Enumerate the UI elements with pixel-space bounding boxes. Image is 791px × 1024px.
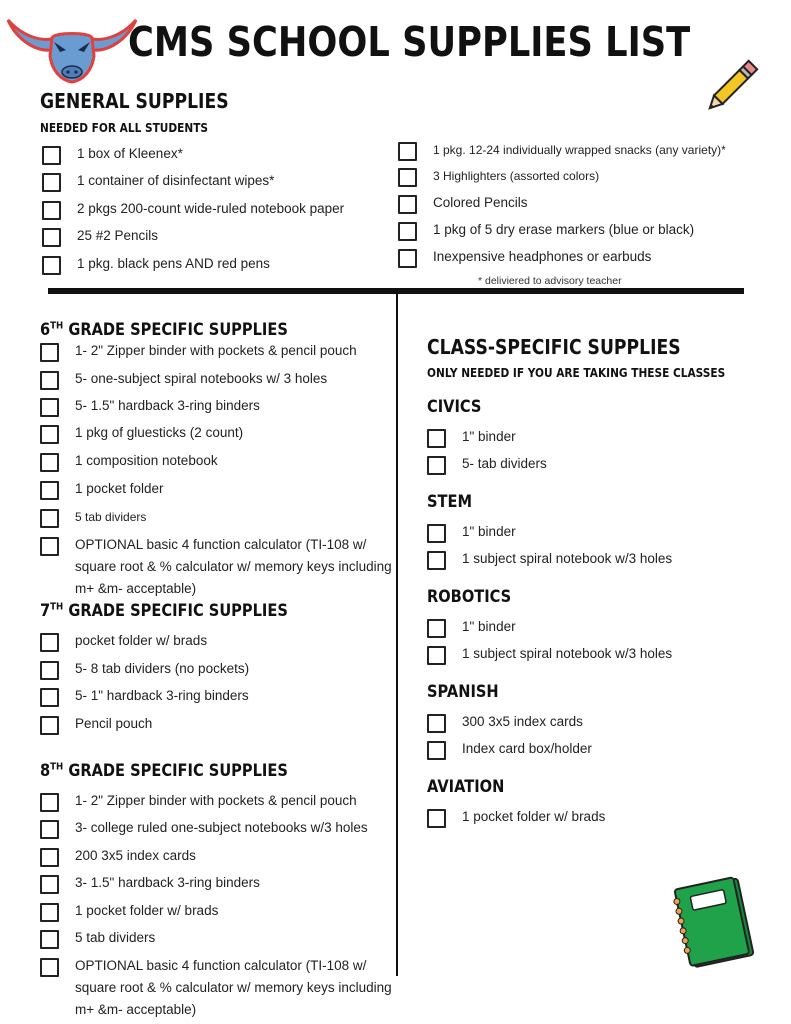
item-label: 1 composition notebook [75, 453, 218, 468]
list-item[interactable] [40, 453, 218, 472]
list-item[interactable] [42, 201, 344, 220]
grade8-heading [40, 761, 288, 781]
checkbox[interactable] [40, 848, 59, 867]
item-label: 200 3x5 index cards [75, 848, 196, 863]
item-label: OPTIONAL basic 4 function calculator (TI-108 w/ square root & % calculator w/ memory keys including m+ &m- acceptable) [75, 537, 392, 596]
item-label: pocket folder w/ brads [75, 633, 208, 648]
list-item[interactable] [40, 930, 155, 949]
checkbox[interactable] [42, 256, 61, 275]
item-label: 1 pocket folder w/ brads [462, 809, 606, 824]
list-item[interactable] [427, 551, 672, 570]
list-item[interactable] [40, 371, 327, 390]
general-supplies-subheading: NEEDED FOR ALL STUDENTS [40, 121, 209, 135]
list-item[interactable] [40, 343, 357, 362]
checkbox[interactable] [40, 509, 59, 528]
checkbox[interactable] [40, 537, 59, 556]
list-item[interactable] [40, 716, 152, 735]
list-item[interactable] [40, 958, 395, 1021]
item-label: 1 pkg of gluesticks (2 count) [75, 425, 244, 440]
aviation-heading: AVIATION [427, 777, 505, 797]
grade7-heading [40, 601, 288, 621]
class-specific-subheading: ONLY NEEDED IF YOU ARE TAKING THESE CLASSES [427, 366, 726, 380]
checkbox[interactable] [427, 551, 446, 570]
list-item[interactable] [427, 524, 516, 543]
checkbox[interactable] [40, 481, 59, 500]
list-item[interactable] [40, 820, 368, 839]
checkbox[interactable] [40, 661, 59, 680]
checkbox[interactable] [40, 343, 59, 362]
list-item[interactable] [40, 903, 218, 922]
grade7-heading-text: GRADE SPECIFIC SUPPLIES [68, 601, 288, 621]
checkbox[interactable] [427, 809, 446, 828]
grade8-suffix: TH [50, 761, 64, 773]
list-item[interactable] [40, 537, 395, 600]
checkbox[interactable] [427, 646, 446, 665]
list-item[interactable] [42, 146, 183, 165]
checkbox[interactable] [398, 249, 417, 268]
item-label: 1 pocket folder w/ brads [75, 903, 219, 918]
checkbox[interactable] [427, 429, 446, 448]
list-item[interactable] [40, 875, 260, 894]
checkbox[interactable] [40, 820, 59, 839]
item-label: 2 pkgs 200-count wide-ruled notebook paper [77, 201, 345, 216]
class-specific-heading: CLASS-SPECIFIC SUPPLIES [427, 335, 681, 359]
checkbox[interactable] [40, 688, 59, 707]
list-item[interactable] [40, 425, 243, 444]
list-item[interactable] [427, 456, 547, 475]
item-label: 1 subject spiral notebook w/3 holes [462, 646, 673, 661]
list-item[interactable] [398, 142, 726, 161]
item-label: 3- college ruled one-subject notebooks w/3 holes [75, 820, 368, 835]
grade6-heading-text: GRADE SPECIFIC SUPPLIES [68, 320, 288, 340]
checkbox[interactable] [427, 741, 446, 760]
section-divider-vertical [396, 294, 398, 976]
checkbox[interactable] [40, 793, 59, 812]
item-label: Index card box/holder [462, 741, 592, 756]
item-label: 5- 1.5" hardback 3-ring binders [75, 398, 260, 413]
list-item[interactable] [40, 509, 146, 528]
item-label: OPTIONAL basic 4 function calculator (TI-108 w/ square root & % calculator w/ memory keys including m+ &m- acceptable) [75, 958, 392, 1017]
stem-heading: STEM [427, 492, 473, 512]
list-item[interactable] [398, 195, 528, 214]
item-label: 1" binder [462, 619, 516, 634]
checkbox[interactable] [427, 456, 446, 475]
page-title: CMS SCHOOL SUPPLIES LIST [128, 18, 691, 66]
checkbox[interactable] [40, 716, 59, 735]
item-label: 1 pkg. 12-24 individually wrapped snacks (any variety)* [433, 143, 726, 157]
grade6-number: 6 [40, 320, 51, 340]
delivery-note: * deliviered to advisory teacher [478, 275, 622, 287]
grade6-heading [40, 320, 288, 340]
item-label: 5- tab dividers [462, 456, 547, 471]
notebook-icon [672, 874, 758, 970]
list-item[interactable] [427, 741, 592, 760]
item-label: Pencil pouch [75, 716, 153, 731]
grade7-suffix: TH [50, 601, 64, 613]
list-item[interactable] [40, 848, 196, 867]
general-supplies-heading: GENERAL SUPPLIES [40, 89, 229, 113]
checkbox[interactable] [40, 425, 59, 444]
item-label: 5- 1" hardback 3-ring binders [75, 688, 249, 703]
list-item[interactable] [40, 688, 249, 707]
checkbox[interactable] [40, 930, 59, 949]
item-label: Colored Pencils [433, 195, 528, 210]
item-label: Inexpensive headphones or earbuds [433, 249, 652, 264]
checkbox[interactable] [42, 201, 61, 220]
checkbox[interactable] [427, 524, 446, 543]
item-label: 5- one-subject spiral notebooks w/ 3 holes [75, 371, 328, 386]
list-item[interactable] [427, 646, 672, 665]
item-label: 1 pkg. black pens AND red pens [77, 256, 270, 271]
checkbox[interactable] [42, 146, 61, 165]
item-label: 5 tab dividers [75, 930, 156, 945]
item-label: 1 pocket folder [75, 481, 164, 496]
item-label: 25 #2 Pencils [77, 228, 159, 243]
item-label: 1" binder [462, 524, 516, 539]
list-item[interactable] [398, 249, 651, 268]
list-item[interactable] [398, 168, 599, 187]
robotics-heading: ROBOTICS [427, 587, 512, 607]
checkbox[interactable] [398, 168, 417, 187]
pencil-icon [698, 54, 764, 120]
item-label: 1 pkg of 5 dry erase markers (blue or black) [433, 222, 695, 237]
item-label: 300 3x5 index cards [462, 714, 583, 729]
item-label: 1- 2" Zipper binder with pockets & pencil pouch [75, 793, 357, 808]
checkbox[interactable] [40, 398, 59, 417]
list-item[interactable] [40, 661, 249, 680]
longhorn-logo-icon [4, 12, 140, 84]
checkbox[interactable] [40, 958, 59, 977]
list-item[interactable] [427, 714, 583, 733]
checkbox[interactable] [398, 195, 417, 214]
checkbox[interactable] [40, 453, 59, 472]
item-label: 1 container of disinfectant wipes* [77, 173, 275, 188]
list-item[interactable] [40, 793, 357, 812]
checkbox[interactable] [427, 619, 446, 638]
checkbox[interactable] [40, 371, 59, 390]
list-item[interactable] [40, 398, 260, 417]
item-label: 3- 1.5" hardback 3-ring binders [75, 875, 260, 890]
list-item[interactable] [40, 481, 164, 500]
list-item[interactable] [398, 222, 694, 241]
list-item[interactable] [427, 619, 516, 638]
list-item[interactable] [42, 228, 158, 247]
list-item[interactable] [42, 173, 274, 192]
item-label: 1" binder [462, 429, 516, 444]
checkbox[interactable] [42, 228, 61, 247]
item-label: 3 Highlighters (assorted colors) [433, 169, 600, 183]
grade6-suffix: TH [50, 320, 64, 332]
item-label: 1- 2" Zipper binder with pockets & pencil pouch [75, 343, 357, 358]
checkbox[interactable] [398, 142, 417, 161]
list-item[interactable] [42, 256, 270, 275]
checkbox[interactable] [40, 875, 59, 894]
item-label: 5- 8 tab dividers (no pockets) [75, 661, 250, 676]
grade8-number: 8 [40, 761, 51, 781]
checkbox[interactable] [40, 903, 59, 922]
item-label: 1 subject spiral notebook w/3 holes [462, 551, 673, 566]
civics-heading: CIVICS [427, 397, 482, 417]
checkbox[interactable] [42, 173, 61, 192]
spanish-heading: SPANISH [427, 682, 499, 702]
checkbox[interactable] [427, 714, 446, 733]
checkbox[interactable] [398, 222, 417, 241]
checkbox[interactable] [40, 633, 59, 652]
item-label: 5 tab dividers [75, 510, 147, 524]
list-item[interactable] [427, 429, 516, 448]
list-item[interactable] [427, 809, 605, 828]
grade7-number: 7 [40, 601, 51, 621]
list-item[interactable] [40, 633, 207, 652]
item-label: 1 box of Kleenex* [77, 146, 183, 161]
grade8-heading-text: GRADE SPECIFIC SUPPLIES [68, 761, 288, 781]
